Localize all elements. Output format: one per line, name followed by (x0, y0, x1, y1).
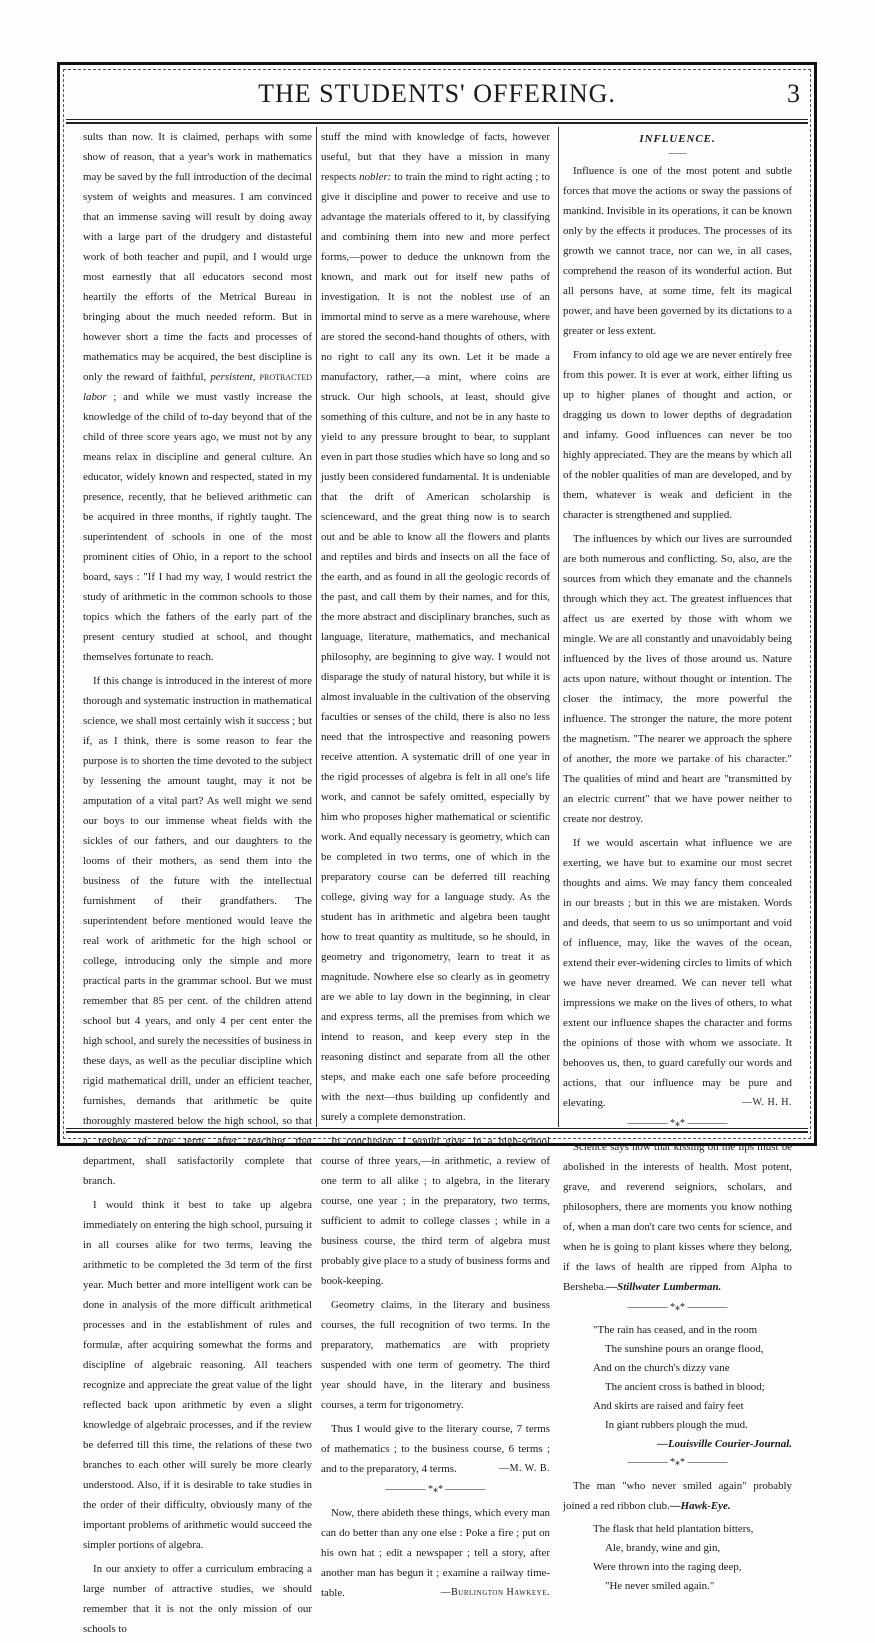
signature: —M. W. B. (499, 1463, 550, 1474)
page-number: 3 (787, 79, 800, 108)
paragraph: From infancy to old age we are never entirely free from this power. It is ever at work, either lifting us up to higher planes of thought and action, or dragging us down to lower depths of degradation and infamy. Good influences can never be too highly appreciated. They are the means by which all of the nobler qualities of man are developed, and by them, whatever is weak and deficient in the character is strengthened and supplied. (563, 349, 792, 521)
column-1 (83, 127, 312, 1643)
emphasis: labor (83, 391, 107, 403)
column-divider (558, 127, 559, 1127)
poem-line: The sunshine pours an orange flood, (605, 1343, 764, 1355)
paragraph: Influence is one of the most potent and subtle forces that move the actions or sway the passions of mankind. Invisible in its operations, it can be known only by the effects it produces. The processes of its growth we cannot trace, nor can we, in all cases, comprehend the reason of its wonderful action. But all persons have, at some time, felt its magical power, and have been governed by its dictations to a greater or less extent. (563, 165, 792, 337)
paragraph (321, 127, 550, 1127)
text: The man "who never smiled again" probably joined a red ribbon club. (563, 1480, 792, 1512)
masthead-title: THE STUDENTS' OFFERING. (258, 79, 616, 108)
paragraph (83, 127, 312, 667)
paragraph (563, 1137, 792, 1297)
text: Science says now that kissing on the lips must be abolished in the interests of health. Most potent, grave, and reverend seigniors, scholars, and philosophers, there are moments you know nothing of, when a man don't care two cents for science, and when he is going to plant kisses where they belong, if the laws of health are ripped from Alpha to Bersheba. (563, 1141, 792, 1293)
heading-rule: —— (668, 148, 687, 158)
poem-line: In giant rubbers plough the mud. (605, 1419, 748, 1431)
column-3 (563, 127, 792, 1598)
text: sults than now. It is claimed, perhaps with some show of reason, that a year's work in mathematics may be saved by the full introduction of the decimal system of weights and measures. I am convinced that an immense saving will result by doing away with a large part of the drudgery and distasteful work of both teacher and pupil, and I would urge most earnestly that all educators second most heartily the efforts of the Metrical Bureau in bringing about the much needed reform. But in however short a time the facts and processes of mathematics may be acquired, the best discipline is only the reward of faithful, (83, 131, 312, 383)
small-caps: protracted (259, 371, 312, 383)
source-attribution: —Burlington Hawkeye. (440, 1587, 550, 1598)
text: Thus I would give to the literary course, 7 terms of mathematics ; to the business course, 6 terms ; and to the preparatory, 4 terms. (321, 1423, 550, 1475)
separator-ornament: ———— *⁎* ———— (627, 1302, 728, 1313)
source-attribution: —Louisville Courier-Journal. (657, 1438, 792, 1450)
paragraph: In our anxiety to offer a curriculum embracing a large number of attractive studies, we should remember that it is not the only mission of our schools to (83, 1563, 312, 1635)
paragraph: Geometry claims, in the literary and business courses, the full recognition of two terms. In the preparatory, mathematics are with propriety suspended with one term of geometry. The third year should have, in the literary and business courses, a term for trigonometry. (321, 1299, 550, 1411)
text: ; and while we must vastly increase the knowledge of the child of to-day beyond that of the child of three score years ago, we must not by any means relax in discipline and general culture. An educator, widely known and respected, stated in my presence, recently, that he believed arithmetic can be acquired in three months, if rightly taught. The superintendent of schools in one of the most prominent cities of Ohio, in a report to the school board, says : "If I had my way, I would restrict the study of arithmetic in the common schools to those topics which the fathers of the early part of the present century studied at school, and thought themselves fortunate to reach. (83, 391, 312, 663)
text: stuff the mind with knowledge of facts, however useful, but that they have a mission in many respects (321, 131, 550, 183)
poem (593, 1520, 792, 1596)
footer-rule (66, 1128, 808, 1133)
signature: —W. H. H. (742, 1097, 792, 1108)
paragraph (321, 1419, 550, 1479)
poem-line: And skirts are raised and fairy feet (593, 1400, 744, 1412)
paragraph: If this change is introduced in the interest of more thorough and systematic instruction in mathematical science, we shall most certainly wish it success ; but if, as I think, there is some reason to fear the purpose is to shorten the time devoted to the subject by lessening the amount taught, may it not be amputation of a vital part? As well might we send our boys to our immense wheat fields with the sickles of our fathers, and our daughters to the looms of their mothers, as send them into the business of the future with the intellectual furnishment of their grandfathers. The superintendent before mentioned would leave the real work of arithmetic for the high school or college, introducing only the simple and more practical parts in the grammar school. But we must remember that 85 per cent. of the children attend school but 4 years, and only 4 per cent enter the high school, and surely the necessities of business in these days, as well as the peculiar discipline which rigid mathematical drill, under an efficient teacher, furnishes, demands that arithmetic be quite thoroughly mastered below the high school, so that a review of one term, after reaching that department, shall satisfactorily complete that branch. (83, 675, 312, 1187)
poem-line: "The rain has ceased, and in the room (593, 1324, 758, 1336)
poem (593, 1321, 792, 1454)
article-heading: INFLUENCE. (639, 133, 716, 145)
poem-line: "He never smiled again." (605, 1580, 715, 1592)
poem-line: Ale, brandy, wine and gin, (605, 1542, 721, 1554)
paragraph: The influences by which our lives are surrounded are both numerous and conflicting. So, also, are the sources from which they emanate and the channels through which they act. The greatest influences that affect us are exerted by those with whom we mingle. We are all constantly and unavoidably being influenced by the lives of those around us. Nature acts upon nature, without thought or intention. The closer the intimacy, the more powerful the influence. The stronger the nature, the more potent the magnetism. "The nearer we approach the sphere of another, the more we partake of his character." The qualities of mind and heart are "transmitted by an electric current" that we have power neither to create nor destroy. (563, 533, 792, 825)
paragraph (563, 833, 792, 1113)
separator-ornament: ———— *⁎* ———— (627, 1457, 728, 1468)
source-attribution: —Stillwater Lumberman. (606, 1281, 722, 1293)
emphasis: persistent (210, 371, 253, 383)
poem-line: The ancient cross is bathed in blood; (605, 1381, 765, 1393)
paragraph (563, 1476, 792, 1516)
paragraph (321, 1503, 550, 1603)
text: to train the mind to right acting ; to give it discipline and power to receive and use to advantage the materials offered to it, by classifying and combining them into new and more perfect forms,—power to deduce the unknown from the known, and mark out for itself new paths of investigation. It is not the noblest use of an immortal mind to serve as a mere warehouse, where are stored the second-hand thoughts of others, with no right to call any its own. Let it be made a manufactory, rather,—a mint, where coins are struck. Our high schools, at least, should give something of this culture, and not be in any haste to yield to any pressure brought to bear, to supplant even in part those studies which have so long and so justly been considered fundamental. It is undeniable that the drift of American scholarship is scienceward, and the great thing now is to search out and be able to know all the flowers and plants and reptiles and birds and insects on all the face of the earth, and as found in all the geologic records of the past, and call them by their names, and for this, the more abstract and disciplinary branches, such as language, literature, mathematics, and mechanical philosophy, are beginning to give way. I would not disparage the study of natural history, but while it is almost invaluable in the cultivation of the observing faculties or senses of the child, there is also no less need that the introspective and reasoning powers receive attention. A systematic drill of one year in the rigid processes of algebra is felt in all one's life work, and cannot be safely omitted, especially by him who proposes higher mathematical or scientific work. And equally necessary is geometry, which can be completed in two terms, one of which in the preparatory course can be deferred till reaching college, giving way for a language study. As the student has in arithmetic and algebra been taught how to treat quantity as multitude, so he should, in geometry and trigonometry, learn to treat it as magnitude. Nowhere else so clearly as in geometry are we able to lay down in the beginning, in clear and express terms, all the premises from which we intend to reason, and keep every step in the reasoning distinct and separate from all the other steps, and make each one safe before proceeding with the next—thus building up confidently and surely a complete demonstration. (321, 171, 550, 1123)
separator-ornament: ———— *⁎* ———— (385, 1484, 486, 1495)
emphasis: nobler: (359, 171, 392, 183)
column-divider (316, 127, 317, 1127)
text: If we would ascertain what influence we are exerting, we have but to examine our most secret thoughts and aims. We may fancy them concealed in our breasts ; but in this we are mistaken. Words and deeds, that seem to us so unimportant and void of influence, may, like the waves of the ocean, extend their ever-widening circles to limits of which we have never dreamed. We can never tell what impressions we make on the lives of others, to what extent our influence shapes the character and forms the opinions of those with whom we associate. It behooves us, then, to guard carefully our words and actions, that our influence may be pure and elevating. (563, 837, 792, 1109)
paragraph: I would think it best to take up algebra immediately on entering the high school, pursuing it in all courses alike for two terms, leaving the arithmetic to be completed the 3d term of the first year. Much better and more intelligent work can be done in analysis of the more difficult arithmetical processes and in the establishment of rules and formulæ, after acquiring somewhat the forms and discipline of algebraic reasoning. All teachers recognize and appreciate the great value of the light reflected back upon arithmetic by even a slight knowledge of algebraic processes, and if the review be deferred till this time, the relations of these two branches to each other will surely be more clearly understood. Also, if it is desirable to take studies in the order of their difficulty, obviously many of the important problems of arithmetic would succeed the simpler portions of algebra. (83, 1199, 312, 1551)
page-border (57, 62, 817, 1635)
source-attribution: —Hawk-Eye. (669, 1500, 731, 1512)
column-2 (321, 127, 550, 1607)
poem-line: The flask that held plantation bitters, (593, 1523, 754, 1535)
text: Now, there abideth these things, which every man can do better than any one else : Poke a fire ; put on his own hat ; edit a newspaper ; tell a story, after another man has begun it ; examine a railway time-table. (321, 1507, 550, 1599)
text: , (252, 371, 260, 383)
paragraph: In conclusion, I would give, in a high-school course of three years,—in arithmetic, a review of one term to all alike ; to algebra, in the literary course, one year ; in the preparatory, two terms, sufficient to admit to college classes ; while in a business course, the third term of algebra must probably give place to a study of business forms and book-keeping. (321, 1135, 550, 1287)
poem-source (593, 1435, 792, 1454)
poem-line: Were thrown into the raging deep, (593, 1561, 742, 1573)
separator-ornament: ———— *⁎* ———— (627, 1118, 728, 1129)
header-rule (66, 119, 808, 124)
poem-line: And on the church's dizzy vane (593, 1362, 730, 1374)
